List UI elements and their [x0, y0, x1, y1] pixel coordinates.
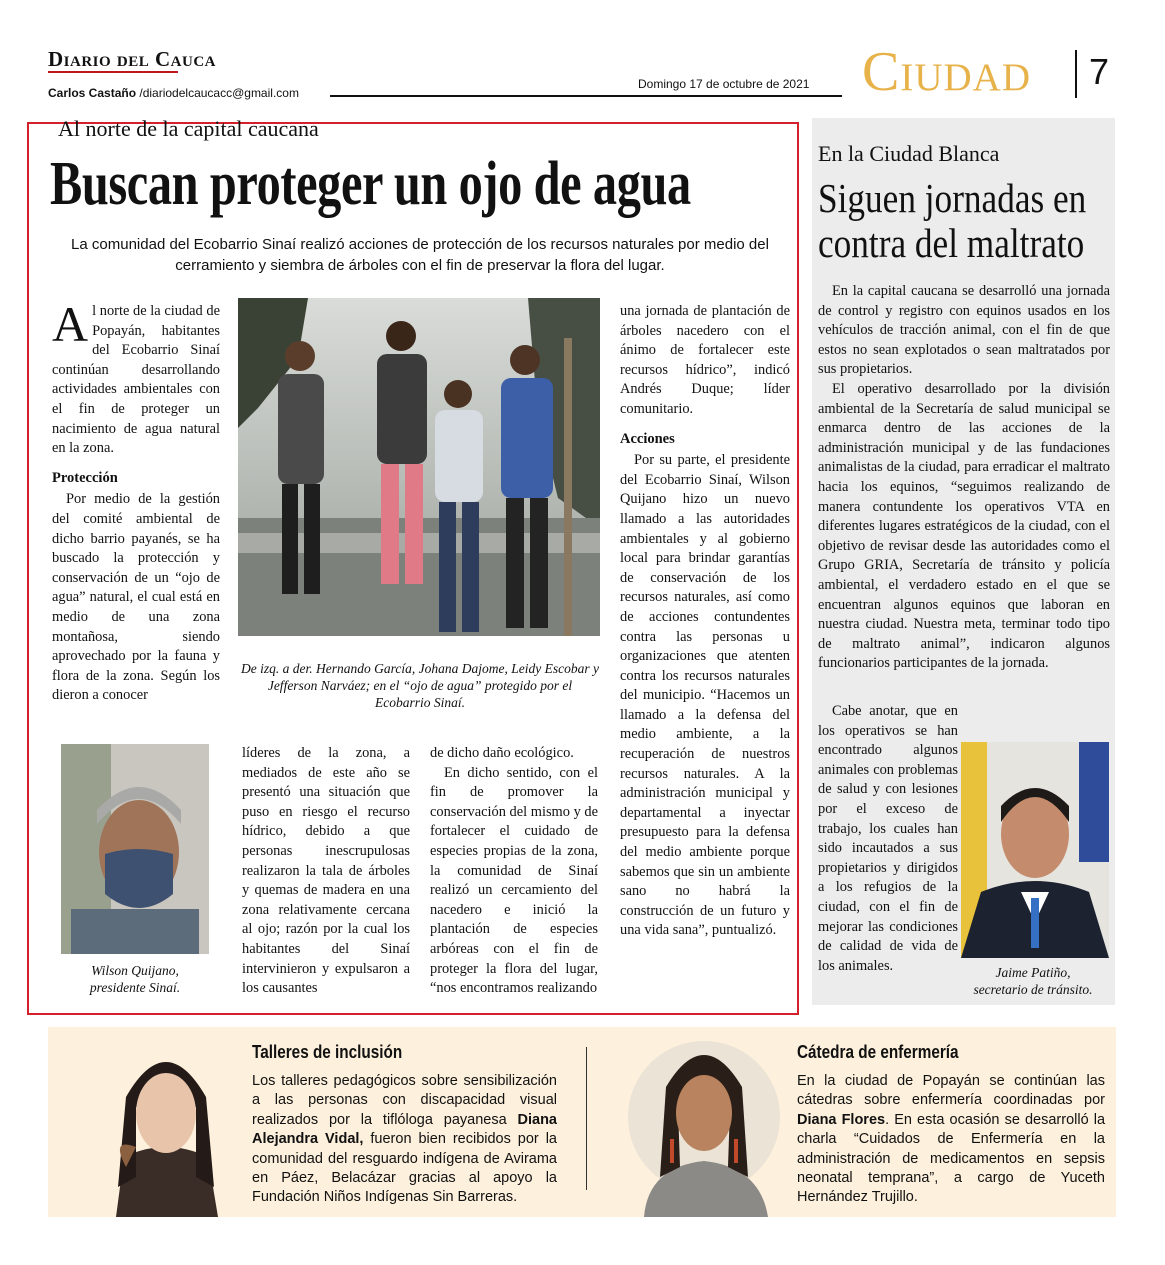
sidebar-body-continued — [818, 702, 1110, 976]
sidebar-body — [818, 282, 1110, 674]
paragraph: Por medio de la gestión del comité ambiental de dicho barrio payanés, se ha buscado la protección y conservación de un “ojo de agua” natural, el cual está en medio de una zona montañosa, siendo aprovechado por la fauna y flora de la zona. Según los dieron a conocer — [52, 491, 220, 704]
jaime-portrait — [961, 742, 1109, 958]
author-email: /diariodelcaucacc@gmail.com — [136, 86, 299, 100]
brief-bold-name: Diana Alejandra Vidal, — [252, 1111, 557, 1148]
article-column-3 — [430, 744, 598, 999]
article-kicker: Al norte de la capital caucana — [58, 116, 319, 141]
brief-text-a: En la ciudad de Popayán se continúan las cátedras sobre enfermería coordinadas por — [797, 1073, 1105, 1109]
wilson-portrait-image — [61, 744, 209, 954]
paragraph: En la capital caucana se desarrolló una jornada de control y registro con equinos usados en los vehículos de tracción animal, con el fin de que estos no sean explotados o sean maltratados por sus propietarios. — [818, 283, 1110, 378]
brief-text-b: . En esta ocasión se desarrolló la charla “Cuidados de Enfermería en la administración de medicamentos en sepsis neonatal temprana”, a cargo de Yuceth Hernández Trujillo. — [797, 1111, 1106, 1206]
wilson-caption-role: presidente Sinaí. — [89, 980, 181, 995]
masthead-underline — [48, 71, 178, 73]
paragraph: Cabe anotar, que en los operativos se han encontrado algunos animales con problemas de salud y con lesiones por el exceso de trabajo, los cuales han sido incautados a sus propietarios y dirigidos a los refugios de la ciudad, con el fin de mejorar las condiciones de calidad de vida de los animales. — [818, 703, 958, 974]
lead-text: l norte de la ciudad de Popayán, habitantes del Ecobarrio Sinaí continúan desarrollando actividades ambientales con el fin de proteger un nacimiento de agua natural en la zona. — [52, 303, 220, 457]
article-headline: Buscan proteger un ojo de agua — [50, 150, 691, 218]
header-rule — [330, 95, 842, 97]
article-deck: La comunidad del Ecobarrio Sinaí realizó acciones de protección de los recursos naturales por medio del cerramiento y siembra de árboles con el fin de preservar la flora del lugar. — [71, 236, 769, 274]
wilson-caption-name: Wilson Quijano, — [91, 963, 179, 978]
drop-cap: A — [52, 296, 89, 352]
jaime-caption — [958, 964, 1108, 998]
paragraph: El operativo desarrollado por la división ambiental de la Secretaría de salud municipal se enmarca dentro de las acciones de la administración municipal y de las fundaciones animalistas de la ciudad, para erradicar el maltrato hacia los equinos, “seguimos realizando de manera contundente los operativos VTA en diferentes lugares estratégicos de la ciudad, con el objetivo de revisar desde las autoridades como el Grupo GRIA, Secretaría de tránsito y policía ambiental, el verdadero estado en el que se encuentran algunos equinos que laboran en nuestra ciudad. Nuestra meta, terminar todo tipo de maltrato animal”, indicaron algunos funcionarios participantes de la jornada. — [818, 380, 1110, 672]
brief-text-catedra — [797, 1072, 1105, 1208]
wilson-portrait — [61, 744, 209, 954]
jaime-caption-role: secretario de tránsito. — [973, 982, 1093, 997]
paragraph: de dicho daño ecológico. — [430, 745, 574, 761]
sidebar-kicker: En la Ciudad Blanca — [818, 141, 1000, 166]
paragraph: Por su parte, el presidente del Ecobarrio Sinaí, Wilson Quijano hizo un nuevo llamado a las autoridades ambientales y al gobierno local para brindar garantías de conservación de los recursos naturales, así como de acciones contundentes contra las personas u organizaciones que atenten contra los recursos naturales del municipio. “Hacemos un llamado a la defensa del medio ambiente, a la recuperación de nuestros recursos naturales. A la administración municipal y departamental a inyectar presupuesto para la defensa del medio ambiente porque sabemos que sin un ambiente sano no habrá la construcción de un futuro y una vida sana”, puntualizó. — [620, 452, 790, 939]
author-name: Carlos Castaño — [48, 86, 137, 100]
subhead-acciones: Acciones — [620, 430, 675, 447]
article-column-4 — [620, 302, 790, 941]
masthead: Diario del Cauca — [48, 47, 217, 71]
paragraph — [52, 296, 220, 459]
briefs-divider — [586, 1047, 587, 1190]
brief-title-catedra: Cátedra de enfermería — [797, 1042, 959, 1062]
diana-vidal-photo — [96, 1027, 236, 1217]
sidebar-headline — [818, 176, 1086, 266]
brief-text-b: fueron bien recibidos por la comunidad del resguardo indígena de Avirama en Páez, Belacázar gracias al apoyo la Fundación Niños Indígenas Sin Barreras. — [252, 1131, 557, 1206]
group-photo-caption: De izq. a der. Hernando García, Johana Dajome, Leidy Escobar y Jefferson Narváez; en el “ojo de agua” protegido por el Ecobarrio Sinaí. — [241, 661, 599, 710]
section-divider — [1075, 50, 1077, 98]
brief-title-talleres: Talleres de inclusión — [252, 1042, 403, 1062]
paragraph: En dicho sentido, con el fin de promover la conservación del mismo y de fortalecer el cuidado de especies propias de la zona, la comunidad de Sinaí realizó un cercamiento del nacedero e inició la plantación de especies arbóreas con el fin de proteger la flora del lugar, “nos encontramos realizando — [430, 764, 598, 997]
sidebar-headline-line1: Siguen jornadas en — [818, 175, 1087, 221]
jaime-caption-name: Jaime Patiño, — [995, 965, 1071, 980]
wilson-caption — [61, 962, 209, 996]
diana-flores-photo — [608, 1027, 780, 1217]
article-column-1 — [52, 296, 220, 706]
page-number: 7 — [1089, 51, 1110, 92]
brief-bold-name: Diana Flores — [797, 1111, 886, 1128]
paragraph: líderes de la zona, a mediados de este año se presentó una situación que puso en riesgo el recurso hídrico, debido a que personas inescrupulosas realizaron la tala de árboles y quemas de madera en una zona relativamente cercana al ojo; razón por la cual los habitantes del Sinaí intervinieron y expulsaron a los causantes — [242, 745, 410, 997]
issue-date: Domingo 17 de octubre de 2021 — [638, 77, 810, 91]
brief-text-a: Los talleres pedagógicos sobre sensibilización a las personas con discapacidad visual realizados por la tiflóloga payanesa — [252, 1073, 557, 1128]
diana-flores-photo-image — [608, 1027, 780, 1217]
article-column-2 — [242, 744, 410, 999]
group-photo-image — [238, 298, 600, 636]
subhead-proteccion: Protección — [52, 469, 118, 486]
paragraph: una jornada de plantación de árboles nacedero con el ánimo de fortalecer este recursos hídrico”, indicó Andrés Duque; líder comunitario. — [620, 303, 790, 417]
jaime-portrait-image — [961, 742, 1109, 958]
brief-text-talleres — [252, 1072, 557, 1208]
group-photo — [238, 298, 600, 636]
diana-vidal-photo-image — [96, 1027, 236, 1217]
author-credit — [48, 86, 299, 100]
section-title: Ciudad — [862, 41, 1031, 103]
sidebar-headline-line2: contra del maltrato — [818, 220, 1085, 266]
